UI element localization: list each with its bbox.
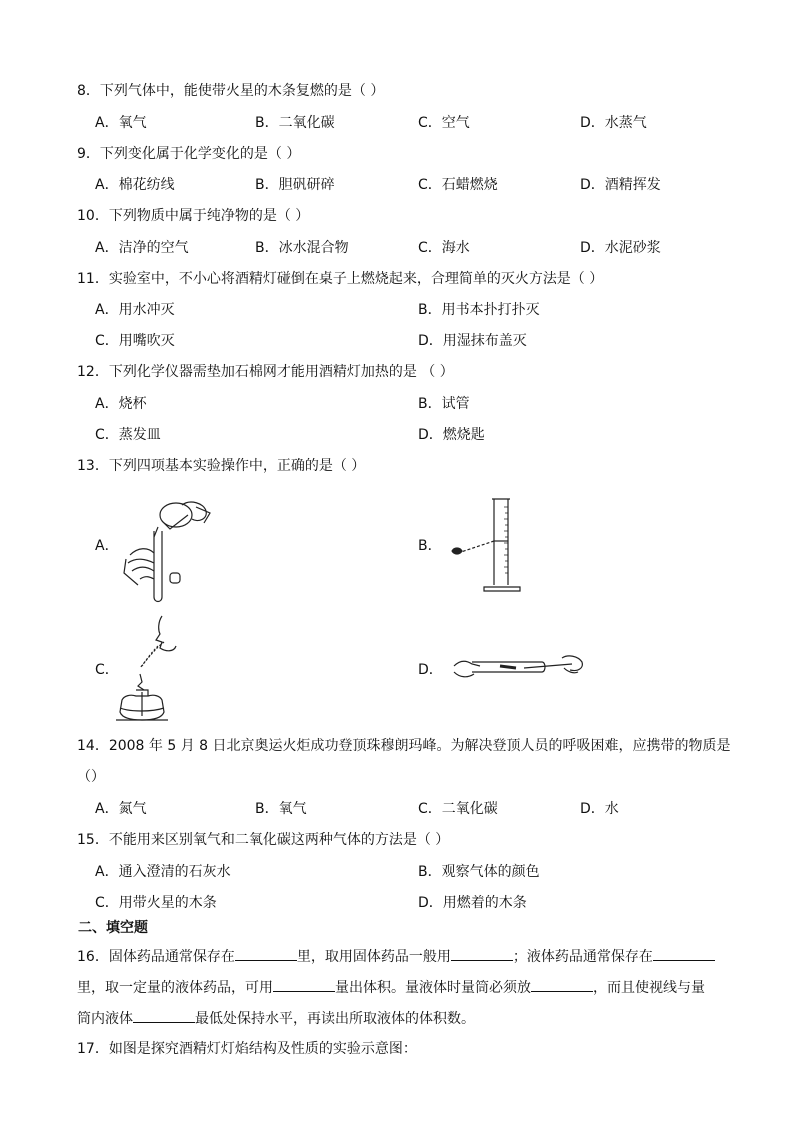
q13-option-c: C． [95,662,119,678]
q15-option-c: C．用带火星的木条 [95,895,217,911]
q9-stem: 9．下列变化属于化学变化的是（ ） [77,146,301,162]
q11-option-c: C．用嘴吹灭 [95,333,175,349]
q16-blank-3[interactable] [653,946,715,961]
q9-option-b: B．胆矾研碎 [255,177,335,193]
q10-option-c: C．海水 [418,240,470,256]
q13-option-d: D． [418,662,443,678]
q13-option-a: A． [95,538,119,554]
q16-part8: 最低处保持水平，再读出所取液体的体积数。 [195,1011,475,1027]
figure-a-pouring-liquid-image [118,493,218,603]
q14-option-a: A．氮气 [95,801,147,817]
figure-c-alcohol-lamp-image [112,612,202,724]
q12-stem: 12．下列化学仪器需垫加石棉网才能用酒精灯加热的是 （ ） [77,364,454,380]
figure-d-horizontal-tube-image [450,648,590,688]
figure-b-graduated-cylinder-image [448,495,528,597]
q10-stem: 10．下列物质中属于纯净物的是（ ） [77,208,310,224]
q17-stem: 17．如图是探究酒精灯灯焰结构及性质的实验示意图： [77,1041,417,1057]
q13-stem: 13．下列四项基本实验操作中，正确的是（ ） [77,458,366,474]
q16-blank-2[interactable] [451,946,513,961]
q15-stem: 15．不能用来区别氧气和二氧化碳这两种气体的方法是（ ） [77,832,450,848]
q15-option-a: A．通入澄清的石灰水 [95,864,231,880]
q8-stem: 8．下列气体中，能使带火星的木条复燃的是（ ） [77,83,385,99]
q9-option-d: D．酒精挥发 [580,177,661,193]
q16-blank-5[interactable] [531,977,593,992]
q16-line1 [77,946,715,964]
q16-blank-6[interactable] [133,1008,195,1023]
q11-option-d: D．用湿抹布盖灭 [418,333,527,349]
q11-option-a: A．用水冲灭 [95,302,175,318]
q9-option-c: C．石蜡燃烧 [418,177,498,193]
q8-option-b: B．二氧化碳 [255,115,335,131]
q12-option-b: B．试管 [418,396,470,412]
q14-stem-line2: （） [77,769,105,785]
q13-option-b: B． [418,538,442,554]
q16-line3 [77,1008,475,1026]
q16-part4: 里，取一定量的液体药品，可用 [77,980,273,996]
q15-option-d: D．用燃着的木条 [418,895,527,911]
q14-option-d: D．水 [580,801,619,817]
q15-option-b: B．观察气体的颜色 [418,864,540,880]
q14-stem-line1: 14．2008 年 5 月 8 日北京奥运火炬成功登顶珠穆朗玛峰。为解决登顶人员的呼吸困难，应携带的物质是 [77,738,731,754]
q8-option-a: A．氧气 [95,115,147,131]
q12-option-c: C．蒸发皿 [95,427,161,443]
q16-line2 [77,977,705,995]
q11-stem: 11．实验室中，不小心将酒精灯碰倒在桌子上燃烧起来，合理简单的灭火方法是（ ） [77,271,604,287]
q16-blank-4[interactable] [273,977,335,992]
q10-option-d: D．水泥砂浆 [580,240,661,256]
section-heading-fill-in: 二、填空题 [78,920,148,936]
q10-option-b: B．冰水混合物 [255,240,349,256]
q16-part7: 筒内液体 [77,1011,133,1027]
q11-option-b: B．用书本扑打扑灭 [418,302,540,318]
q8-option-c: C．空气 [418,115,470,131]
q16-part6: ，而且使视线与量 [593,980,705,996]
q9-option-a: A．棉花纺线 [95,177,175,193]
q8-option-d: D．水蒸气 [580,115,647,131]
q16-part1: 16．固体药品通常保存在 [77,949,235,965]
q12-option-d: D．燃烧匙 [418,427,485,443]
q16-part5: 量出体积。量液体时量筒必须放 [335,980,531,996]
q16-part3: ；液体药品通常保存在 [512,949,653,965]
q10-option-a: A．洁净的空气 [95,240,189,256]
q16-blank-1[interactable] [235,946,297,961]
q12-option-a: A．烧杯 [95,396,147,412]
q14-option-c: C．二氧化碳 [418,801,498,817]
q14-option-b: B．氧气 [255,801,307,817]
q16-part2: 里，取用固体药品一般用 [296,949,451,965]
